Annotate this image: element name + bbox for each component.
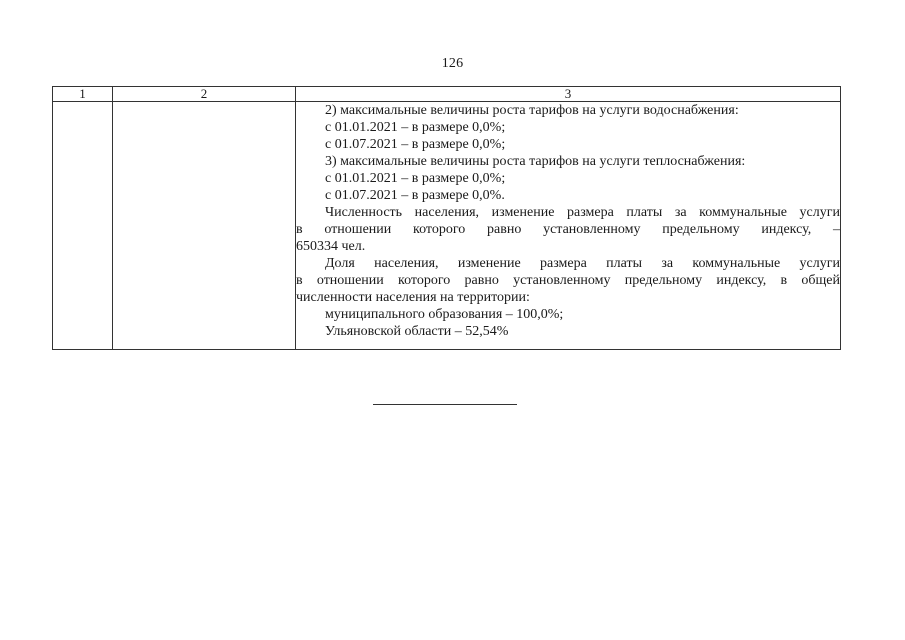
end-of-document-rule	[373, 404, 517, 405]
table-header-row	[53, 87, 841, 102]
cell-column-1	[53, 102, 113, 350]
population-count-line-2: в отношении которого равно установленному предельному индексу, –	[296, 222, 840, 237]
population-share-line-1: Доля населения, изменение размера платы за коммунальные услуги	[325, 256, 840, 271]
column-header-2: 2	[113, 87, 296, 102]
municipal-share: муниципального образования – 100,0%;	[325, 307, 564, 322]
cell-column-3	[296, 102, 841, 350]
table-row	[53, 102, 841, 350]
population-share-line-2: в отношении которого равно установленному предельному индексу, в общей	[296, 273, 840, 288]
population-share-line-3: численности населения на территории:	[296, 290, 530, 305]
water-tariff-jan: с 01.01.2021 – в размере 0,0%;	[325, 120, 506, 135]
water-tariff-jul: с 01.07.2021 – в размере 0,0%;	[325, 137, 506, 152]
heat-tariff-jul: с 01.07.2021 – в размере 0,0%.	[325, 188, 505, 203]
heat-tariff-jan: с 01.01.2021 – в размере 0,0%;	[325, 171, 506, 186]
page-number: 126	[441, 56, 464, 71]
region-share: Ульяновской области – 52,54%	[325, 324, 509, 339]
water-tariff-heading: 2) максимальные величины роста тарифов на услуги водоснабжения:	[325, 103, 739, 118]
column-header-3: 3	[296, 87, 841, 102]
population-count-line-3: 650334 чел.	[296, 239, 366, 254]
column-header-1: 1	[53, 87, 113, 102]
cell-column-2	[113, 102, 296, 350]
heat-tariff-heading: 3) максимальные величины роста тарифов на услуги теплоснабжения:	[325, 154, 746, 169]
population-count-line-1: Численность населения, изменение размера платы за коммунальные услуги	[325, 205, 840, 220]
document-table	[52, 86, 841, 350]
